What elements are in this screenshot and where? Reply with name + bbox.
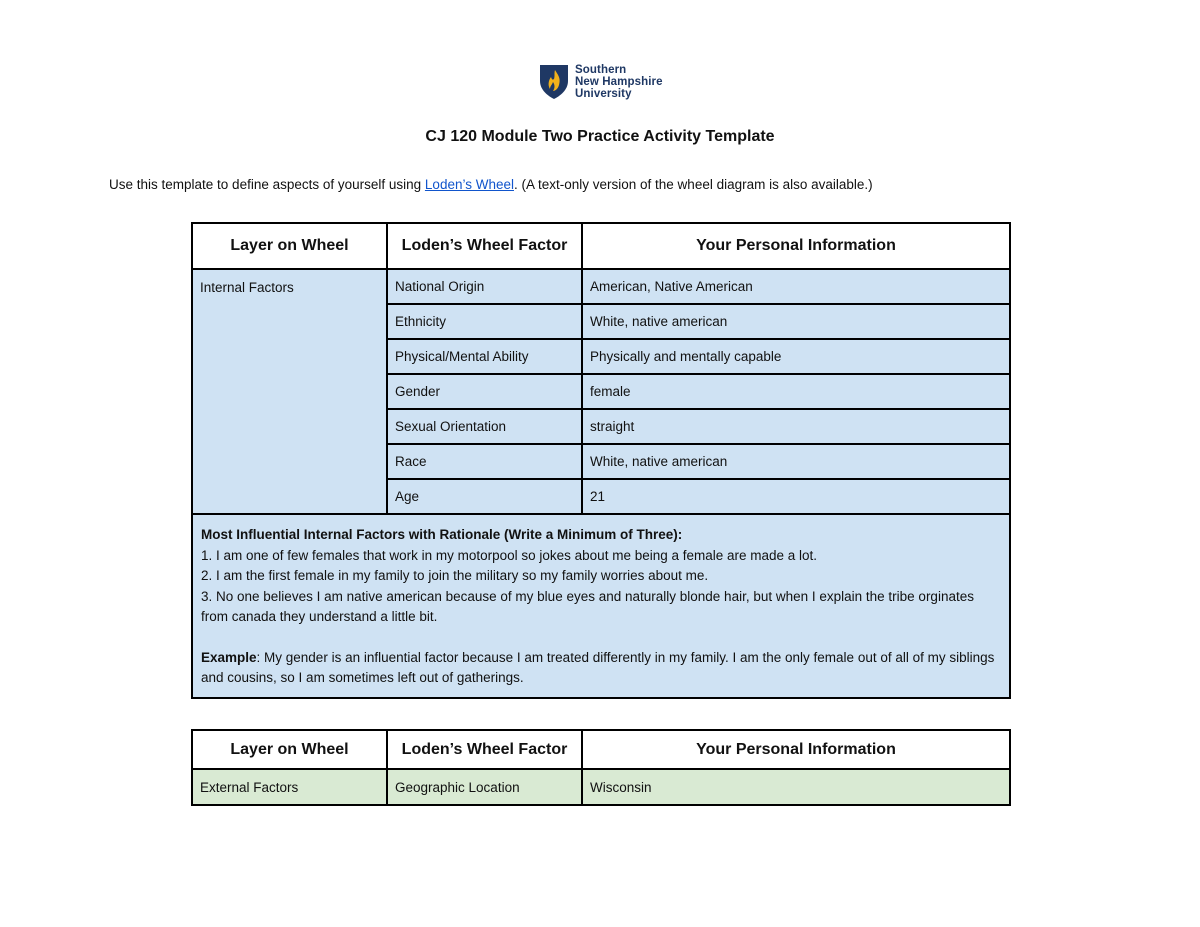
header-layer-on-wheel: Layer on Wheel — [192, 730, 387, 769]
table-row — [192, 769, 1010, 805]
layer-internal-factors: Internal Factors — [192, 269, 387, 514]
table-row — [192, 269, 1010, 304]
info-cell[interactable]: female — [582, 374, 1010, 409]
logo-line-3: University — [575, 88, 632, 100]
external-factors-table — [191, 729, 1011, 806]
factor-cell: Gender — [387, 374, 582, 409]
info-cell[interactable]: straight — [582, 409, 1010, 444]
logo-line-2: New Hampshire — [575, 76, 663, 88]
table-header-row — [192, 223, 1010, 269]
info-cell[interactable]: White, native american — [582, 444, 1010, 479]
header-layer-on-wheel: Layer on Wheel — [192, 223, 387, 269]
factor-cell: Race — [387, 444, 582, 479]
logo-line-1: Southern — [575, 64, 627, 76]
info-cell[interactable]: White, native american — [582, 304, 1010, 339]
university-logo — [539, 64, 663, 100]
factor-cell: Ethnicity — [387, 304, 582, 339]
shield-flame-icon — [539, 64, 569, 100]
info-cell[interactable]: American, Native American — [582, 269, 1010, 304]
factor-cell: Sexual Orientation — [387, 409, 582, 444]
factor-cell: Age — [387, 479, 582, 514]
intro-text-before: Use this template to define aspects of yourself using — [109, 177, 425, 192]
header-personal-information: Your Personal Information — [582, 730, 1010, 769]
example-text: : My gender is an influential factor because I am treated differently in my family. I am the only female out of all of my siblings and cousins, so I am sometimes left out of gatherings. — [201, 649, 995, 685]
rationale-item-3: 3. No one believes I am native american because of my blue eyes and naturally blonde hair, but when I explain the tribe orginates from canada they understand a little bit. — [201, 588, 974, 624]
info-cell[interactable]: Wisconsin — [582, 769, 1010, 805]
table-header-row — [192, 730, 1010, 769]
factor-cell: Geographic Location — [387, 769, 582, 805]
info-cell[interactable]: 21 — [582, 479, 1010, 514]
intro-text-after: . (A text-only version of the wheel diagram is also available.) — [513, 177, 873, 192]
factor-cell: National Origin — [387, 269, 582, 304]
example-label: Example — [201, 649, 257, 665]
header-lodens-wheel-factor: Loden’s Wheel Factor — [387, 730, 582, 769]
internal-factors-table — [191, 222, 1011, 699]
example-paragraph — [201, 648, 1001, 689]
header-personal-information: Your Personal Information — [582, 223, 1010, 269]
rationale-item-1: 1. I am one of few females that work in my motorpool so jokes about me being a female are made a lot. — [201, 547, 818, 563]
intro-paragraph — [109, 177, 873, 192]
info-cell[interactable]: Physically and mentally capable — [582, 339, 1010, 374]
header-lodens-wheel-factor: Loden’s Wheel Factor — [387, 223, 582, 269]
rationale-row — [192, 514, 1010, 698]
layer-external-factors: External Factors — [192, 769, 387, 805]
rationale-heading: Most Influential Internal Factors with Rationale (Write a Minimum of Three): — [201, 527, 683, 542]
logo-wordmark — [575, 64, 663, 100]
rationale-cell[interactable] — [192, 514, 1010, 698]
lodens-wheel-link[interactable]: Loden’s Wheel — [424, 177, 514, 192]
rationale-item-2: 2. I am the first female in my family to join the military so my family worries about me. — [201, 568, 709, 583]
factor-cell: Physical/Mental Ability — [387, 339, 582, 374]
page-title: CJ 120 Module Two Practice Activity Template — [425, 128, 775, 145]
